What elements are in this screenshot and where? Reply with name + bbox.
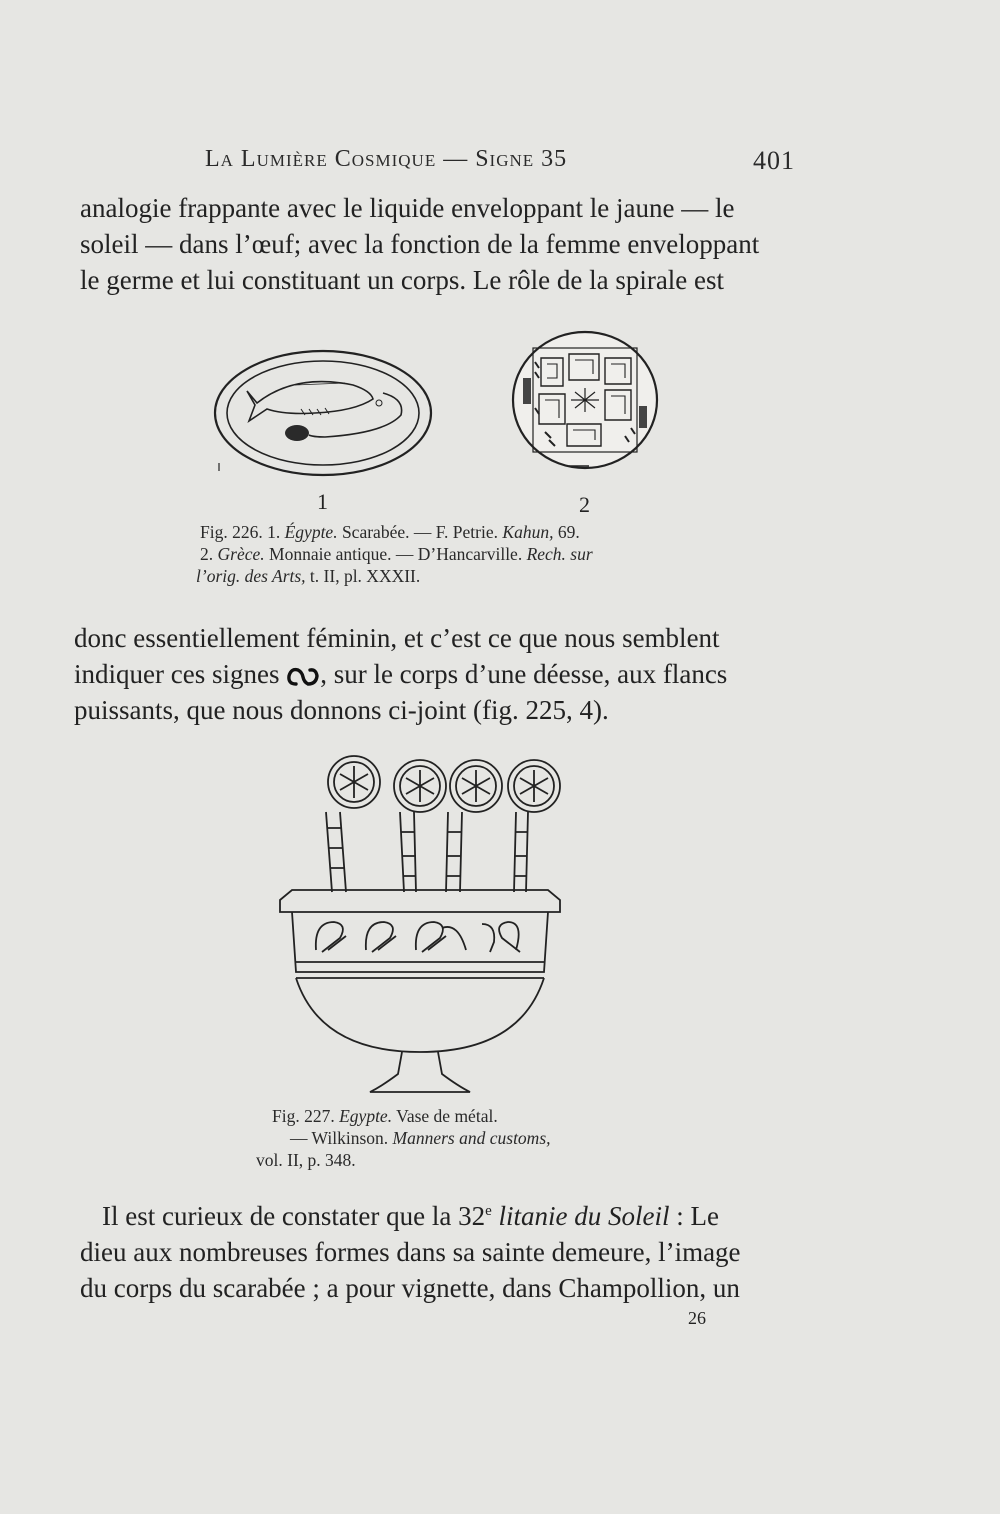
caption-line (290, 1127, 632, 1149)
italic-title: litanie du Soleil (498, 1201, 670, 1231)
caption-text: Monnaie antique. — D’Hancarville. (264, 544, 527, 564)
caption-text: vol. II, p. 348. (256, 1150, 356, 1170)
running-title: La Lumière Cosmique — Signe 35 (205, 146, 568, 172)
text-line: dieu aux nombreuses formes dans sa sainte demeure, l’image (80, 1237, 741, 1267)
paragraph-2 (74, 620, 790, 728)
caption-italic: l’orig. des Arts, (196, 566, 306, 586)
text-line: soleil — dans l’œuf; avec la fonction de la femme enveloppant (80, 229, 760, 259)
text-fragment: indiquer ces signes (74, 659, 287, 689)
s-spiral-sign-icon (286, 664, 320, 690)
text-line: le germe et lui constituant un corps. Le rôle de la spirale est (80, 265, 725, 295)
text-line (80, 1193, 784, 1234)
caption-text: Fig. 227. (272, 1106, 340, 1126)
running-header (205, 146, 795, 173)
figure-label-2: 2 (579, 492, 590, 517)
text-line: donc essentiellement féminin, et c’est ce que nous semblent (74, 623, 720, 653)
text-fragment: , sur le corps d’une déesse, aux flancs (320, 659, 728, 689)
text-line: puissants, que nous donnons ci-joint (fig. 225, 4). (74, 695, 609, 725)
text-fragment: : Le (669, 1201, 719, 1231)
text-line (74, 656, 790, 692)
figure-label-1: 1 (317, 489, 328, 514)
caption-italic: Rech. sur (526, 544, 593, 564)
caption-text: 69. (553, 522, 580, 542)
caption-text: 2. (200, 544, 218, 564)
caption-italic: Égypte. (284, 522, 338, 542)
caption-line (196, 565, 700, 587)
caption-text: — Wilkinson. (290, 1128, 393, 1148)
caption-line (200, 543, 700, 565)
caption-text: Fig. 226. 1. (200, 522, 285, 542)
paragraph-3 (80, 1193, 784, 1306)
figure-226-caption (196, 521, 700, 587)
caption-italic: Grèce. (217, 544, 265, 564)
caption-text: Vase de métal. (392, 1106, 498, 1126)
greek-coin-figure (505, 328, 665, 478)
caption-line (200, 521, 700, 543)
text-fragment (492, 1201, 499, 1231)
signature-mark: 26 (688, 1308, 706, 1328)
caption-italic: Manners and customs, (392, 1128, 551, 1148)
caption-line (256, 1149, 632, 1171)
caption-text: t. II, pl. XXXII. (305, 566, 421, 586)
text-line: du corps du scarabée ; a pour vignette, dans Champollion, un (80, 1273, 740, 1303)
superscript: e (485, 1203, 492, 1219)
caption-text: Scarabée. — F. Petrie. (337, 522, 503, 542)
metal-vase-figure (270, 752, 570, 1097)
paragraph-1 (80, 190, 796, 298)
caption-line (272, 1105, 632, 1127)
scarab-seal-figure (205, 345, 445, 485)
figure-227-caption (256, 1105, 632, 1171)
caption-italic: Kahun, (502, 522, 554, 542)
page-number: 401 (753, 146, 795, 175)
text-fragment: Il est curieux de constater que la 32 (102, 1201, 486, 1231)
text-line: analogie frappante avec le liquide enveloppant le jaune — le (80, 193, 735, 223)
caption-italic: Egypte. (339, 1106, 393, 1126)
